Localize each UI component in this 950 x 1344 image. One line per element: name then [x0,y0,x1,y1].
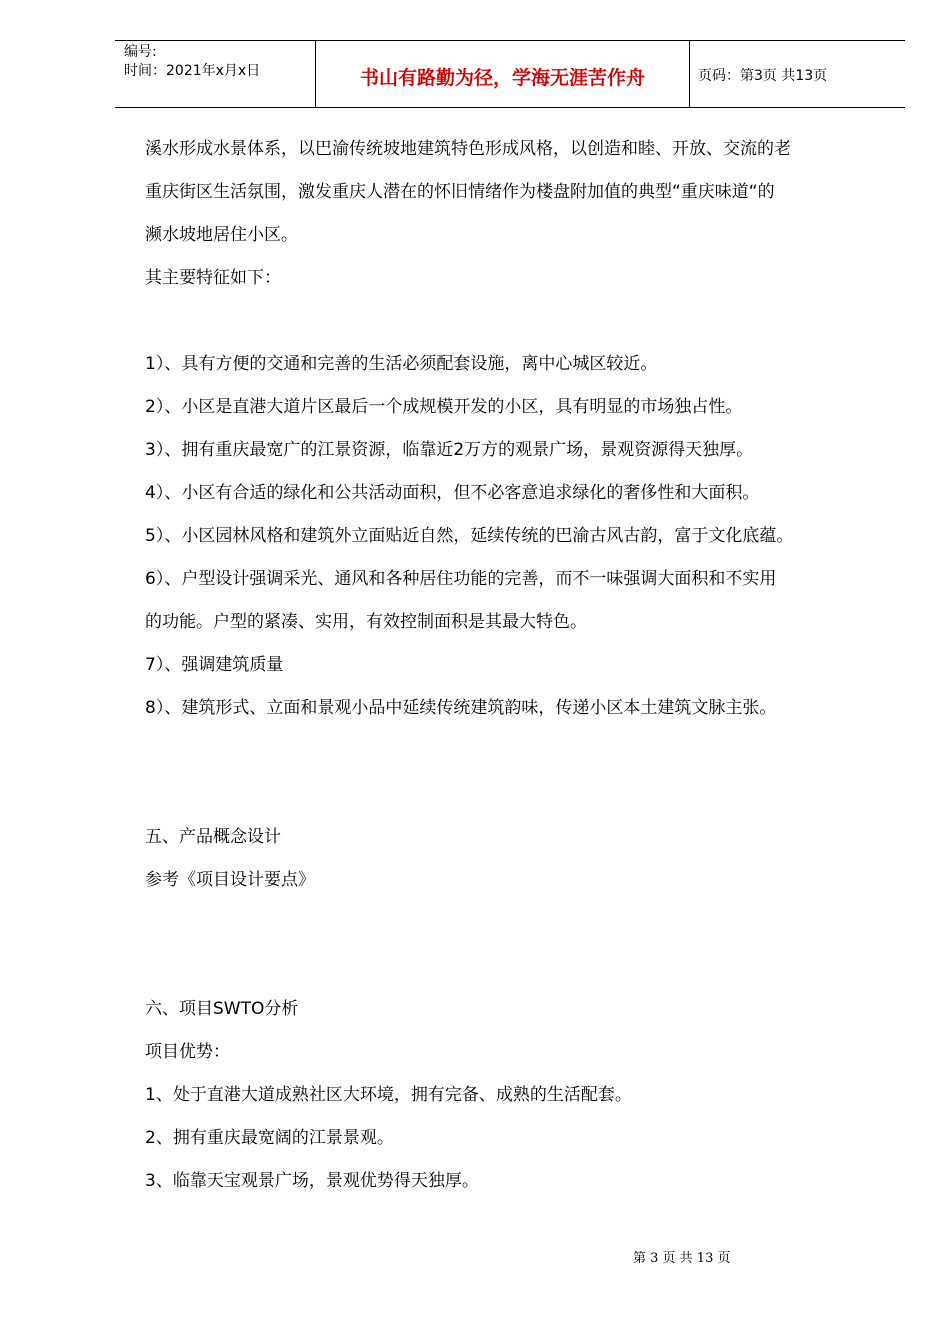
section-5-title: 五、产品概念设计 [145,827,281,847]
feature-item: 6）、户型设计强调采光、通风和各种居住功能的完善，而不一味强调大面积和不实用 [145,569,777,589]
header-motto: 书山有路勤为径，学海无涯苦作舟 [359,67,645,89]
advantage-item: 1、处于直港大道成熟社区大环境，拥有完备、成熟的生活配套。 [145,1085,632,1105]
header-motto-cell [316,41,690,107]
intro-line-3: 濒水坡地居住小区。 [145,225,298,245]
feature-item: 4）、小区有合适的绿化和公共活动面积，但不必客意追求绿化的奢侈性和大面积。 [145,483,760,503]
feature-item: 5）、小区园林风格和建筑外立面贴近自然，延续传统的巴渝古风古韵，富于文化底蕴。 [145,526,794,546]
feature-item: 2）、小区是直港大道片区最后一个成规模开发的小区，具有明显的市场独占性。 [145,397,743,417]
feature-item: 8）、建筑形式、立面和景观小品中延续传统建筑韵味，传递小区本土建筑文脉主张。 [145,698,777,718]
feature-item: 3）、拥有重庆最宽广的江景资源，临靠近2万方的观景广场，景观资源得天独厚。 [145,440,754,460]
document-number-label: 编号: [124,44,157,60]
advantage-item: 2、拥有重庆最宽阔的江景景观。 [145,1128,394,1148]
header-page-info: 页码：第3页 共13页 [698,68,828,84]
section-5-reference: 参考《项目设计要点》 [145,870,315,890]
advantage-item: 3、临靠天宝观景广场，景观优势得天独厚。 [145,1171,479,1191]
advantages-heading: 项目优势： [145,1042,230,1062]
intro-line-2: 重庆街区生活氛围，激发重庆人潜在的怀旧情绪作为楼盘附加值的典型“重庆味道“的 [145,182,775,202]
header-meta-cell [115,41,316,107]
feature-item: 1）、具有方便的交通和完善的生活必须配套设施，离中心城区较近。 [145,354,658,374]
intro-line-1: 溪水形成水景体系，以巴渝传统坡地建筑特色形成风格，以创造和睦、开放、交流的老 [145,139,791,159]
feature-item: 7）、强调建筑质量 [145,655,284,675]
feature-item-continuation: 的功能。户型的紧凑、实用，有效控制面积是其最大特色。 [145,612,587,632]
page-header [115,40,905,108]
features-heading: 其主要特征如下： [145,268,281,288]
header-page-cell [690,41,905,107]
section-6-title: 六、项目SWTO分析 [145,999,299,1019]
page-footer: 第 3 页 共 13 页 [633,1251,731,1266]
document-time-label: 时间：2021年x月x日 [124,63,261,79]
